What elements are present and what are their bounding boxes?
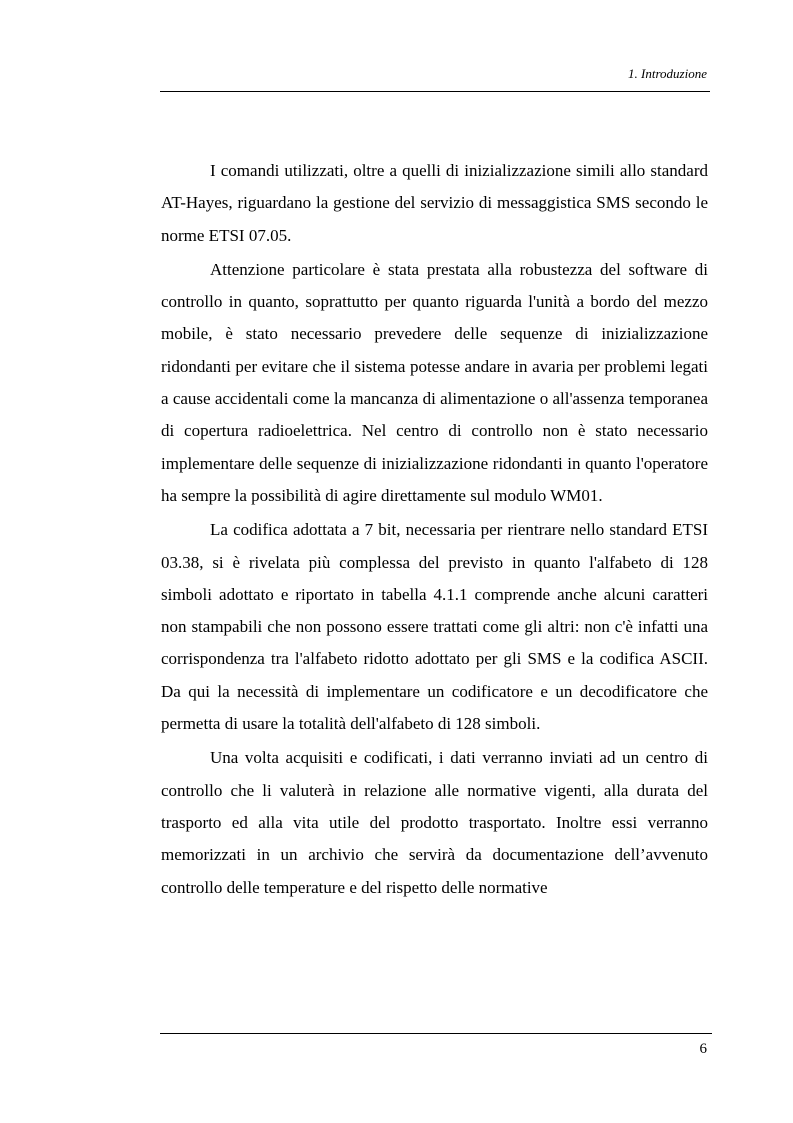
body-text	[161, 155, 708, 906]
paragraph: I comandi utilizzati, oltre a quelli di inizializzazione simili allo standard AT-Hayes, riguardano la gestione del servizio di messaggistica SMS secondo le norme ETSI 07.05.	[161, 161, 708, 245]
footer-divider	[160, 1033, 712, 1034]
paragraph: Una volta acquisiti e codificati, i dati verranno inviati ad un centro di controllo che li valuterà in relazione alle normative vigenti, alla durata del trasporto ed alla vita utile del prodotto trasportato. Inoltre essi verranno memorizzati in un archivio che servirà da documentazione dell’avvenuto controllo delle temperature e del rispetto delle normative	[161, 748, 708, 897]
header-divider	[160, 91, 710, 92]
paragraph: Attenzione particolare è stata prestata alla robustezza del software di controllo in quanto, soprattutto per quanto riguarda l'unità a bordo del mezzo mobile, è stato necessario prevedere delle sequenze di inizializzazione ridondanti per evitare che il sistema potesse andare in avaria per problemi legati a cause accidentali come la mancanza di alimentazione o all'assenza temporanea di copertura radioelettrica. Nel centro di controllo non è stato necessario implementare delle sequenze di inizializzazione ridondanti in quanto l'operatore ha sempre la possibilità di agire direttamente sul modulo WM01.	[161, 259, 708, 505]
page-number: 6	[699, 1041, 707, 1057]
paragraph: La codifica adottata a 7 bit, necessaria per rientrare nello standard ETSI 03.38, si è rivelata più complessa del previsto in quanto l'alfabeto di 128 simboli adottato e riportato in tabella 4.1.1 comprende anche alcuni caratteri non stampabili che non possono essere trattati come gli altri: non c'è infatti una corrispondenza tra l'alfabeto ridotto adottato per gli SMS e la codifica ASCII. Da qui la necessità di implementare un codificatore e un decodificatore che permetta di usare la totalità dell'alfabeto di 128 simboli.	[161, 520, 708, 734]
running-header: 1. Introduzione	[628, 66, 707, 81]
